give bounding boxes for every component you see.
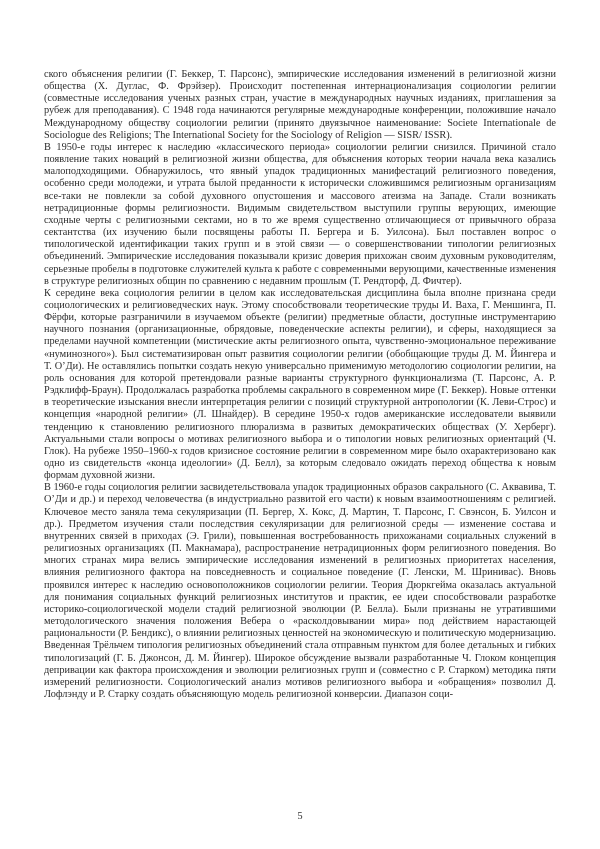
- paragraph-4: В 1960-е годы социология религии засвидетельствовала упадок традиционных образов сакрального (С. Аквавива, Т. О’Ди и др.) и переход человечества (в индустриально развитой его части) к новым взаимоотношениям с религией. Ключевое место заняла тема секуляризации (П. Бергер, Х. Кокс, Д. Мартин, Т. Парсонс, Г. Свэнсон, Б. Уилсон и др.). Предметом изучения стали последствия секуляризации для религиозной среды — изменение состава и внутренних связей в приходах (Э. Грили), повышенная востребованность прихожанами социальных служений в религиозных организациях (П. Макнамара), распространение нетрадиционных форм религиозного поведения. Во многих странах мира велись эмпирические исследования изменений в религиозных приоритетах населения, влияния религиозного фактора на повседневность и социальное поведение (Г. Ленски, М. Шринивас). Вновь проявился интерес к наследию основоположников социологии религии. Теория Дюркгейма оказалась актуальной для понимания социальных функций религиозных институтов и практик, ее идеи способствовали разработке историко-социологической модели стадий религиозной эволюции (Р. Белла). Были признаны не утратившими методологического значения положения Вебера о «расколдовывании мира» под действием нарастающей рациональности (Р. Бендикс), о влиянии религиозных ценностей на экономическую и политическую модернизацию. Введенная Трёльчем типология религиозных объединений стала отправным пунктом для более детальных и гибких типологизаций (Г. Б. Джонсон, Д. М. Йингер). Широкое обсуждение вызвали разработанные Ч. Глоком концепция депривации как фактора происхождения и эволюции религиозных групп и (совместно с Р. Старком) методика пяти измерений религиозности. Социологический анализ мотивов религиозного выбора и «обращения» позволил Д. Лофлэнду и Р. Старку создать объясняющую модель религиозной конверсии. Диапазон соци-: [44, 482, 556, 700]
- page-number: 5: [297, 811, 303, 822]
- paragraph-3: К середине века социология религии в целом как исследовательская дисциплина была вполне признана среди социологических и религиоведческих наук. Этому способствовали теоретические труды И. Ваха, Г. Меншинга, П. Фёрфи, которые разграничили в изучаемом объекте (религии) предметные области, доступные инструментарию научного познания (организационные, обрядовые, поведенческие аспекты религии), и сферы, находящиеся за пределами научной компетенции (мистические акты религиозного опыта, чувственно-эмоциональное переживание «нуминозного»). Был систематизирован опыт развития социологии религии (обобщающие труды Д. М. Йингера и Т. О’Ди). Не оставлялись попытки создать некую универсально применимую методологию социологии религии, на роль основания для которой претендовали разные варианты структурного функционализма (Т. Парсонс, А. Р. Рэдклифф-Браун). Продолжалась разработка проблемы сакрального в современном мире (Г. Беккер). Новые оттенки в теоретические изыскания внесли интерпретация религии с позиций структурной антропологии (К. Леви-Строс) и концепция «народной религии» (Л. Шнайдер). В середине 1950-х годов американские исследователи выявили тенденцию к становлению религиозного плюрализма в развитых демократических обществах (У. Херберг). Актуальными стали вопросы о мотивах религиозного выбора и о типологии новых религиозных ориентаций (Ч. Глок). На рубеже 1950–1960-х годов кризисное состояние религии в современном мире было охарактеризовано как одно из свидетельств «конца идеологии» (Д. Белл), за которым следовало ожидать переход общества к новым формам духовной жизни.: [44, 287, 556, 482]
- page-body: [44, 69, 556, 701]
- paragraph-1: ского объяснения религии (Г. Беккер, Т. Парсонс), эмпирические исследования изменений в религиозной жизни общества (Х. Дуглас, Ф. Фрэйзер). Происходит постепенная интернационализация социологии религии (совместные исследования ученых разных стран, участие в международных научных изданиях, приглашения за рубеж для преподавания). С 1948 года начинаются регулярные международные конференции, положившие начало Международному обществу социологии религии (принято двуязычное наименование: Societe Internationale de Sociologue des Religions; The International Society for the Sociology of Religion — SISR/ ISSR).: [44, 69, 556, 141]
- paragraph-2: В 1950-е годы интерес к наследию «классического периода» социологии религии снизился. Причиной стало появление таких новаций в религиозной жизни общества, для объяснения которых теории начала века казались малоподходящими. Обнаружилось, что явный упадок традиционных манифестаций религиозного поведения, особенно среди молодежи, и утрата былой преданности к исторически сложившимся религиозным организациям все-таки не повлекли за собой духовного опустошения и массового атеизма на Западе. Стали возникать нетрадиционные формы религиозности. Видимым свидетельством выступили группы верующих, имеющие сходные черты с религиозными сектами, но в то же время существенно отличающиеся от привычного образа сектантства (их изучению были посвящены работы П. Бергера и Б. Уилсона). Был поставлен вопрос о типологической идентификации таких групп и в этой связи — о совершенствовании типологии религиозных объединений. Эмпирические исследования показывали кризис доверия прихожан своим духовным руководителям, серьезные пробелы в подготовке служителей культа к работе с современными верующими, качественные изменения в структуре религиозных общин по сравнению с недавним прошлым (Т. Рендторф, Д. Фичтер).: [44, 141, 556, 287]
